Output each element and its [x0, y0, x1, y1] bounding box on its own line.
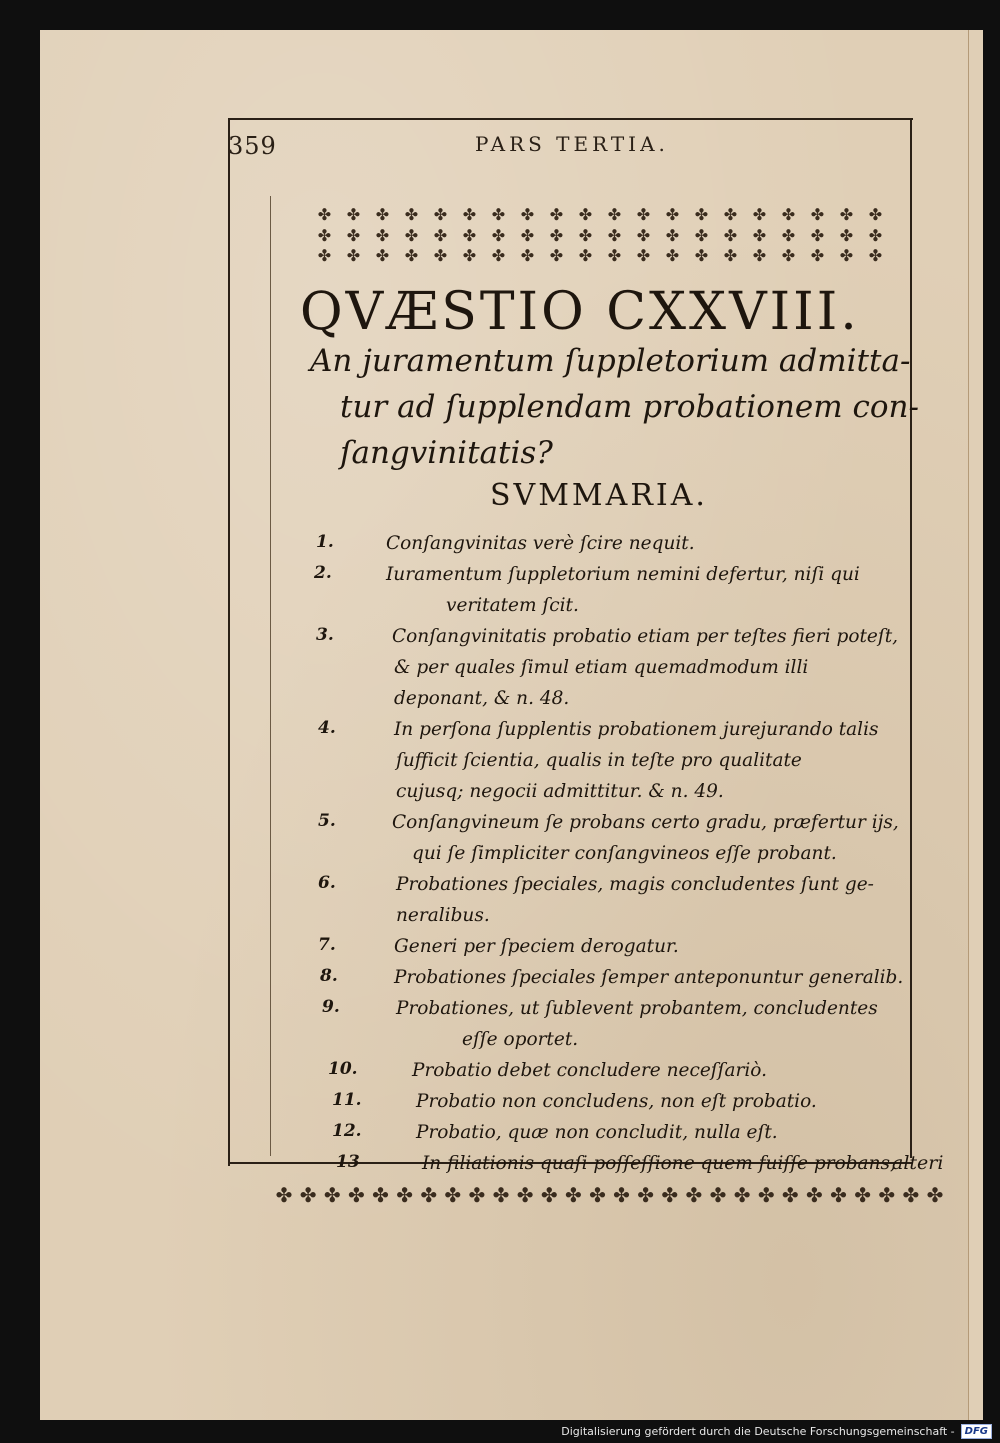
ornament-fleuron: ✤: [752, 205, 767, 224]
entry-number: 10.: [328, 1059, 358, 1079]
ornament-fleuron: ✤: [781, 246, 796, 266]
ornament-fleuron: ✤: [317, 246, 332, 266]
entry-line: cujusq; negocii admittitur. & n. 49.: [396, 781, 724, 802]
ornament-fleuron: ✤: [491, 225, 506, 245]
ornament-fleuron: ✤: [275, 1183, 293, 1207]
header-rule: [230, 118, 913, 120]
entry-line: qui ſe ſimpliciter conſangvineos eſſe probant.: [412, 843, 837, 864]
ornament-fleuron: ✤: [665, 225, 680, 245]
ornament-fleuron: ✤: [902, 1183, 920, 1207]
entry-line: Conſangvineum ſe probans certo gradu, præfertur ijs,: [392, 812, 899, 833]
ornament-fleuron: ✤: [637, 1183, 655, 1207]
ornament-fleuron: ✤: [375, 205, 390, 224]
ornament-fleuron: ✤: [607, 225, 622, 245]
entry-line: eſſe oportet.: [462, 1029, 579, 1050]
ornament-fleuron: ✤: [346, 246, 361, 266]
top-ornament-band: [310, 205, 890, 267]
ornament-fleuron: ✤: [444, 1183, 462, 1207]
entry-number: 5.: [318, 811, 336, 831]
ornament-fleuron: ✤: [589, 1183, 606, 1207]
ornament-fleuron: ✤: [854, 1183, 871, 1207]
ornament-fleuron: ✤: [375, 246, 390, 266]
summary-entry: [310, 714, 930, 807]
entry-line: In perſona ſupplentis probationem jurejurando talis: [394, 719, 879, 740]
ornament-fleuron: ✤: [733, 1183, 751, 1207]
ornament-fleuron: ✤: [636, 246, 651, 266]
ornament-fleuron: ✤: [404, 246, 419, 266]
ornament-fleuron: ✤: [549, 225, 564, 245]
ornament-fleuron: ✤: [491, 246, 506, 266]
ornament-fleuron: ✤: [299, 1183, 317, 1207]
ornament-fleuron: ✤: [347, 1183, 365, 1207]
ornament-fleuron: ✤: [636, 225, 651, 245]
subtitle-line: An juramentum ſuppletorium admitta-: [310, 343, 911, 379]
entry-line: Probationes ſpeciales ſemper anteponuntur generalib.: [394, 967, 904, 988]
entry-number: 7.: [318, 935, 336, 955]
ornament-fleuron: ✤: [685, 1183, 703, 1207]
digitization-footer: [0, 1420, 1000, 1443]
ornament-fleuron: ✤: [781, 225, 796, 245]
ornament-fleuron: ✤: [433, 246, 448, 266]
ornament-fleuron: ✤: [549, 205, 564, 224]
ornament-fleuron: ✤: [661, 1183, 679, 1207]
subtitle-line: ſangvinitatis?: [340, 435, 553, 471]
ornament-fleuron: ✤: [752, 225, 767, 245]
ornament-fleuron: ✤: [468, 1183, 486, 1207]
ornament-fleuron: ✤: [491, 205, 506, 224]
ornament-fleuron: ✤: [323, 1183, 341, 1207]
ornament-fleuron: ✤: [433, 205, 448, 224]
ornament-fleuron: ✤: [396, 1183, 413, 1207]
entry-line: Probatio, quæ non concludit, nulla eſt.: [416, 1122, 778, 1143]
page-edge: [968, 30, 983, 1420]
ornament-fleuron: ✤: [723, 205, 738, 224]
entry-line: Conſangvinitatis probatio etiam per teſtes fieri poteſt,: [392, 626, 899, 647]
ornament-fleuron: ✤: [607, 205, 622, 224]
inner-margin-rule: [270, 196, 271, 1156]
entry-line: Probationes, ut ſublevent probantem, concludentes: [396, 998, 878, 1019]
entry-number: 13: [336, 1152, 360, 1172]
ornament-fleuron: ✤: [317, 205, 332, 224]
summary-entry: [310, 1148, 930, 1179]
entry-line: deponant, & n. 48.: [394, 688, 570, 709]
entry-number: 4.: [318, 718, 336, 738]
question-subtitle: [310, 338, 919, 476]
ornament-fleuron: ✤: [665, 205, 680, 224]
frame-left-rule: [228, 118, 230, 1166]
ornament-fleuron: ✤: [564, 1183, 582, 1207]
summary-entry: [310, 528, 930, 559]
ornament-fleuron: ✤: [375, 225, 390, 245]
ornament-fleuron: ✤: [317, 225, 332, 245]
ornament-fleuron: ✤: [404, 225, 419, 245]
entry-line: & per quales ſimul etiam quemadmodum illi: [394, 657, 809, 678]
ornament-fleuron: ✤: [578, 225, 593, 245]
bottom-ornament-band: [272, 1178, 947, 1212]
catchword: alteri: [892, 1152, 944, 1174]
ornament-fleuron: ✤: [462, 225, 477, 245]
ornament-fleuron: ✤: [694, 225, 709, 245]
footer-credit: Digitalisierung gefördert durch die Deutsche Forschungsgemeinschaft -: [561, 1425, 955, 1438]
ornament-fleuron: ✤: [926, 1183, 944, 1207]
ornament-fleuron: ✤: [665, 246, 680, 266]
ornament-fleuron: ✤: [878, 1183, 896, 1207]
ornament-fleuron: ✤: [520, 246, 535, 266]
ornament-fleuron: ✤: [607, 246, 622, 266]
question-title: QVÆSTIO CXXVIII.: [300, 282, 860, 342]
ornament-fleuron: ✤: [520, 205, 535, 224]
entry-number: 1.: [316, 532, 334, 552]
entry-line: ſufficit ſcientia, qualis in teſte pro qualitate: [396, 750, 802, 771]
entry-number: 2.: [314, 563, 332, 583]
entry-line: veritatem ſcit.: [446, 595, 579, 616]
ornament-fleuron: ✤: [578, 246, 593, 266]
ornament-fleuron: ✤: [520, 225, 535, 245]
ornament-fleuron: ✤: [540, 1183, 558, 1207]
ornament-fleuron: ✤: [839, 246, 854, 266]
running-head: PARS TERTIA.: [475, 132, 669, 156]
ornament-fleuron: ✤: [346, 205, 361, 224]
page-number: 359: [228, 132, 277, 160]
ornament-fleuron: ✤: [781, 205, 796, 224]
summary-entry: [310, 1086, 930, 1117]
entry-number: 12.: [332, 1121, 362, 1141]
summary-entry: [310, 1055, 930, 1086]
summaria-heading: SVMMARIA.: [490, 478, 708, 513]
ornament-fleuron: ✤: [723, 225, 738, 245]
ornament-fleuron: ✤: [810, 225, 825, 245]
ornament-fleuron: ✤: [549, 246, 564, 266]
ornament-fleuron: ✤: [839, 225, 854, 245]
entry-number: 11.: [332, 1090, 362, 1110]
ornament-fleuron: ✤: [462, 205, 477, 224]
ornament-fleuron: ✤: [752, 246, 767, 266]
ornament-fleuron: ✤: [868, 246, 883, 266]
summary-entry: [310, 962, 930, 993]
ornament-fleuron: ✤: [578, 205, 593, 224]
entry-number: 8.: [320, 966, 338, 986]
entry-line: Conſangvinitas verè ſcire nequit.: [386, 533, 695, 554]
summary-entry: [310, 621, 930, 714]
entry-line: neralibus.: [396, 905, 490, 926]
summary-entry: [310, 993, 930, 1055]
ornament-fleuron: ✤: [404, 205, 419, 224]
entry-line: In filiationis quaſi poſſeſſione quem fuiſſe probans,: [422, 1153, 896, 1174]
entry-line: Iuramentum ſuppletorium nemini defertur, niſi qui: [386, 564, 860, 585]
summary-entry: [310, 869, 930, 931]
ornament-fleuron: ✤: [462, 246, 477, 266]
summary-entry: [310, 807, 930, 869]
summary-entry: [310, 1117, 930, 1148]
summary-entry: [310, 931, 930, 962]
ornament-fleuron: ✤: [810, 205, 825, 224]
entry-number: 9.: [322, 997, 340, 1017]
ornament-fleuron: ✤: [433, 225, 448, 245]
entry-line: Probatio non concludens, non eſt probatio.: [416, 1091, 817, 1112]
ornament-fleuron: ✤: [636, 205, 651, 224]
ornament-fleuron: ✤: [757, 1183, 775, 1207]
ornament-fleuron: ✤: [868, 205, 883, 224]
ornament-fleuron: ✤: [839, 205, 854, 224]
ornament-fleuron: ✤: [810, 246, 825, 266]
ornament-fleuron: ✤: [868, 225, 883, 245]
ornament-fleuron: ✤: [516, 1183, 534, 1207]
ornament-fleuron: ✤: [694, 205, 709, 224]
ornament-fleuron: ✤: [781, 1183, 799, 1207]
entry-number: 3.: [316, 625, 334, 645]
ornament-fleuron: ✤: [830, 1183, 847, 1207]
entry-number: 6.: [318, 873, 336, 893]
ornament-fleuron: ✤: [806, 1183, 823, 1207]
ornament-fleuron: ✤: [420, 1183, 438, 1207]
ornament-fleuron: ✤: [613, 1183, 630, 1207]
ornament-fleuron: ✤: [723, 246, 738, 266]
ornament-fleuron: ✤: [694, 246, 709, 266]
ornament-fleuron: ✤: [372, 1183, 389, 1207]
summary-entry: [310, 559, 930, 621]
dfg-logo: DFG: [961, 1424, 992, 1439]
entry-line: Probatio debet concludere neceſſariò.: [412, 1060, 767, 1081]
ornament-fleuron: ✤: [709, 1183, 727, 1207]
entry-line: Generi per ſpeciem derogatur.: [394, 936, 679, 957]
summary-list: [310, 528, 930, 1179]
ornament-fleuron: ✤: [346, 225, 361, 245]
ornament-fleuron: ✤: [492, 1183, 510, 1207]
subtitle-line: tur ad ſupplendam probationem con-: [340, 389, 919, 425]
entry-line: Probationes ſpeciales, magis concludentes ſunt ge-: [396, 874, 874, 895]
